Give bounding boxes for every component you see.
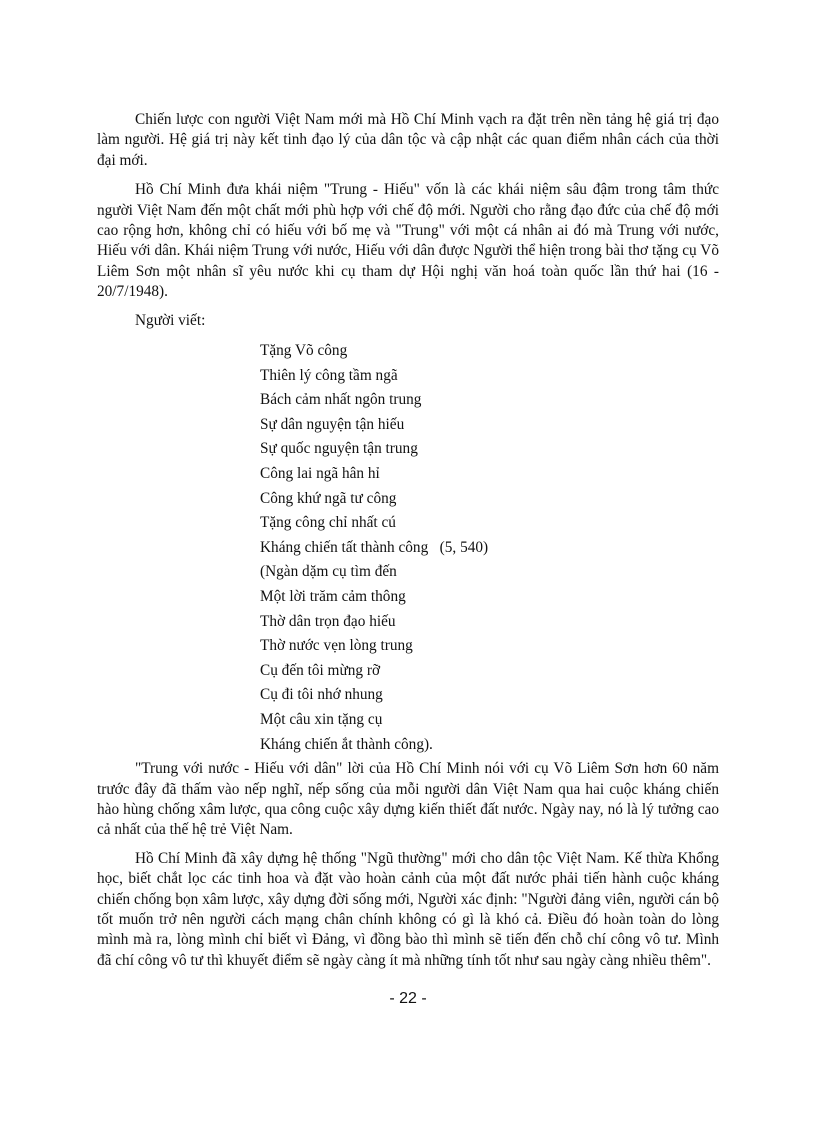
- poem-line: Công lai ngã hân hỉ: [260, 465, 380, 483]
- poem-line: Cụ đến tôi mừng rỡ: [260, 661, 381, 679]
- paragraph-ngu-thuong: Hồ Chí Minh đã xây dựng hệ thống "Ngũ thường" mới cho dân tộc Việt Nam. Kế thừa Khổng học, biết chắt lọc các tinh hoa và đặt vào hoàn cảnh của một đất nước phải tiến hành cuộc kháng chiến chống bọn xâm lược, xây dựng đời sống mới, Người xác định: "Người đảng viên, người cán bộ tốt muốn trở nên người cách mạng chân chính không có gì là khó cả. Điều đó hoàn toàn do lòng mình mà ra, lòng mình chỉ biết vì Đảng, vì đồng bào thì mình sẽ tiến đến chỗ chí công vô tư. Mình đã chí công vô tư thì khuyết điểm sẽ ngày càng ít mà những tính tốt như sau ngày càng nhiều thêm".: [97, 849, 719, 969]
- page-number: - 22 -: [389, 990, 427, 1007]
- paragraph-intro: Chiến lược con người Việt Nam mới mà Hồ Chí Minh vạch ra đặt trên nền tảng hệ giá trị đạo làm người. Hệ giá trị này kết tinh đạo lý của dân tộc và cập nhật các quan điểm nhân cách của thời đại mới.: [97, 111, 719, 169]
- poem: [260, 339, 719, 757]
- poem-line: Kháng chiến tất thành công (5, 540): [260, 538, 489, 556]
- poem-line: Tặng Võ công: [260, 342, 348, 360]
- poem-line: Thờ dân trọn đạo hiếu: [260, 612, 396, 630]
- paragraph-nguoi-viet: Người viết:: [135, 311, 206, 329]
- poem-line: Một câu xin tặng cụ: [260, 710, 383, 728]
- poem-line: Tặng công chỉ nhất cú: [260, 514, 396, 532]
- paragraph-trung-voi-nuoc: "Trung với nước - Hiếu với dân" lời của Hồ Chí Minh nói với cụ Võ Liêm Sơn hơn 60 năm trước đây đã thấm vào nếp nghĩ, nếp sống của mỗi người dân Việt Nam qua hai cuộc kháng chiến hào hùng chống xâm lược, qua công cuộc xây dựng kiến thiết đất nước. Ngày nay, nó là lý tưởng cao cả nhất của thế hệ trẻ Việt Nam.: [97, 760, 719, 839]
- poem-line: Cụ đi tôi nhớ nhung: [260, 686, 383, 704]
- poem-line: Sự quốc nguyện tận trung: [260, 440, 418, 458]
- poem-line: Bách cảm nhất ngôn trung: [260, 391, 422, 409]
- poem-line: Một lời trăm cảm thông: [260, 588, 406, 605]
- poem-line: Sự dân nguyện tận hiếu: [260, 415, 405, 433]
- poem-line: Kháng chiến ắt thành công).: [260, 735, 433, 753]
- poem-line: Thiên lý công tầm ngã: [260, 366, 398, 384]
- poem-line: Công khứ ngã tư công: [260, 489, 397, 507]
- document-page: [97, 110, 719, 979]
- poem-line: Thờ nước vẹn lòng trung: [260, 637, 413, 655]
- poem-line: (Ngàn dặm cụ tìm đến: [260, 563, 397, 581]
- paragraph-trung-hieu: Hồ Chí Minh đưa khái niệm "Trung - Hiếu" vốn là các khái niệm sâu đậm trong tâm thức người Việt Nam đến một chất mới phù hợp với chế độ mới. Người cho rằng đạo đức của chế độ mới cao rộng hơn, không chỉ có hiếu với bố mẹ và "Trung" với một cá nhân ai đó mà Trung với nước, Hiếu với dân. Khái niệm Trung với nước, Hiếu với dân được Người thể hiện trong bài thơ tặng cụ Võ Liêm Sơn một nhân sĩ yêu nước khi cụ tham dự Hội nghị văn hoá toàn quốc lần thứ hai (16 - 20/7/1948).: [97, 181, 719, 301]
